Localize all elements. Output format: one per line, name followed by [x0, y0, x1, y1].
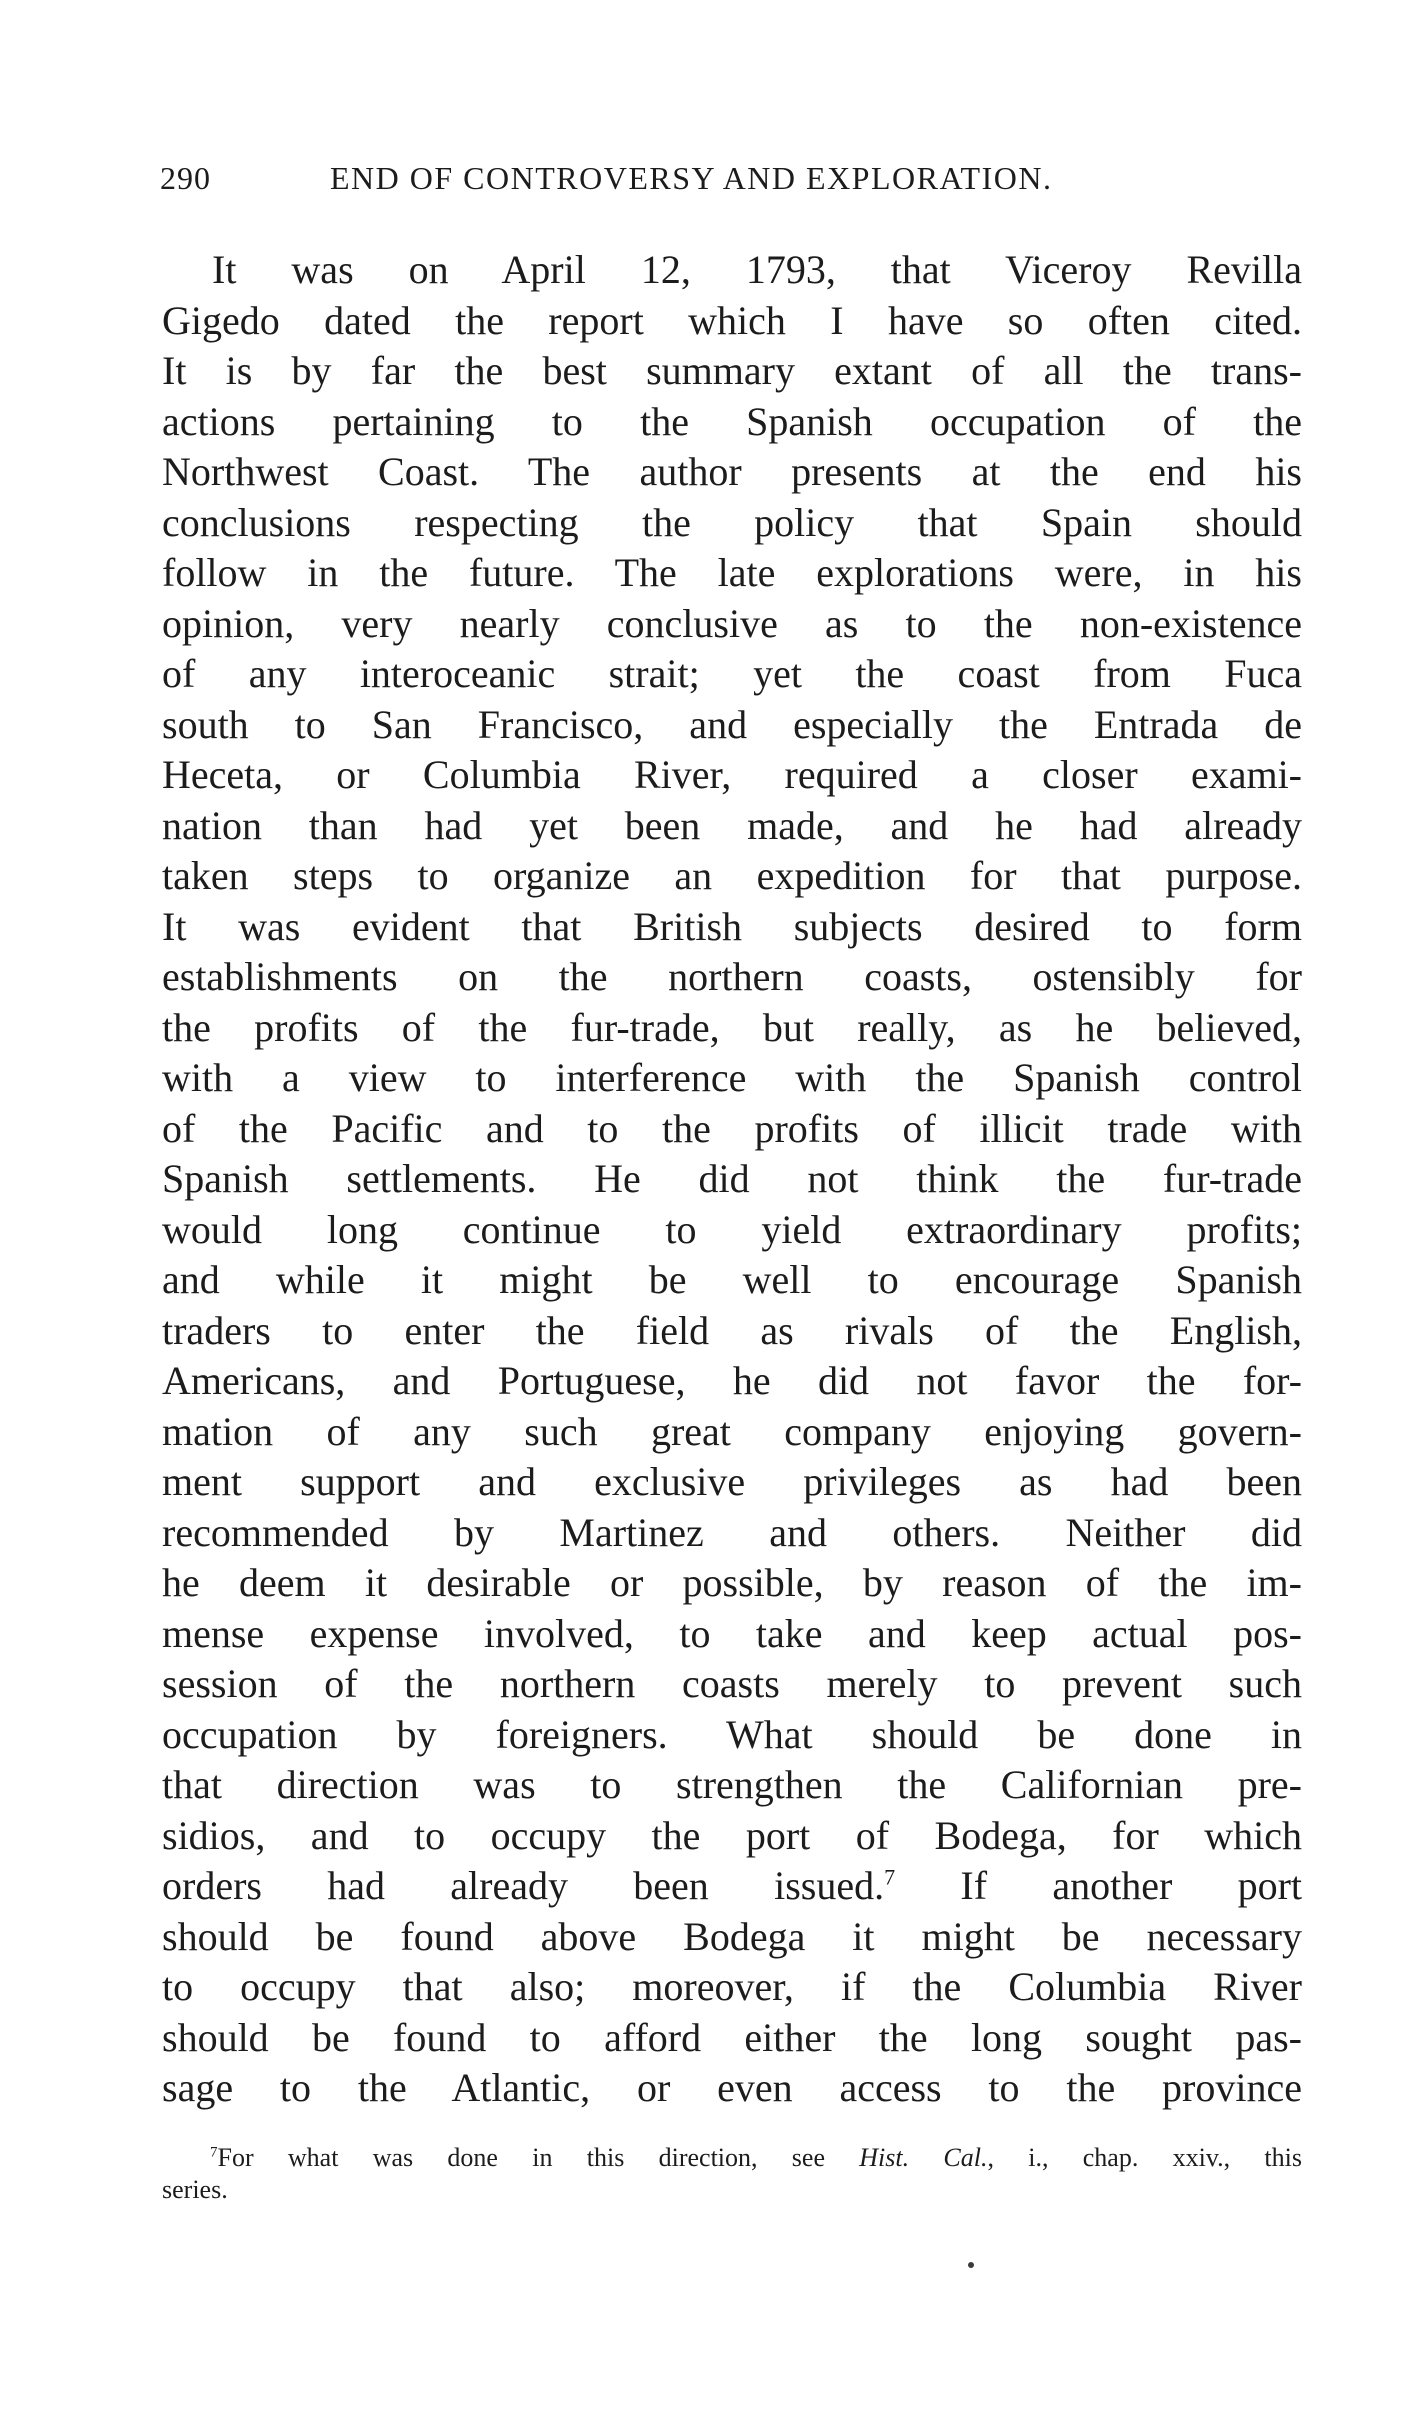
text-line: taken steps to organize an expedition for that purpose.: [162, 853, 1302, 898]
text-line: would long continue to yield extraordinary profits;: [162, 1206, 1302, 1252]
footnote: [162, 2142, 1302, 2206]
page-number: 290: [160, 160, 211, 196]
text-line: traders to enter the field as rivals of the English,: [162, 1307, 1302, 1353]
text-line: follow in the future. The late explorations were, in his: [162, 550, 1302, 595]
text-line: sidios, and to occupy the port of Bodega, for which: [162, 1812, 1302, 1858]
text-line: should be found to afford either the long sought pas-: [162, 2014, 1302, 2060]
text-line: to occupy that also; moreover, if the Columbia River: [162, 1964, 1302, 2009]
footnote-citation: Hist. Cal.: [859, 2143, 988, 2172]
text-line: sage to the Atlantic, or even access to the province: [162, 2065, 1302, 2110]
text-line: of the Pacific and to the profits of illicit trade with: [162, 1105, 1302, 1151]
text-line: the profits of the fur-trade, but really, as he believed,: [162, 1004, 1302, 1050]
text-line: of any interoceanic strait; yet the coast from Fuca: [162, 651, 1302, 696]
text-segment: If another port: [895, 1863, 1303, 1908]
text-line: Americans, and Portuguese, he did not favor the for-: [162, 1358, 1302, 1403]
text-line: ment support and exclusive privileges as had been: [162, 1459, 1302, 1504]
text-line: Northwest Coast. The author presents at the end his: [162, 449, 1302, 494]
text-line: session of the northern coasts merely to prevent such: [162, 1661, 1302, 1706]
text-line: should be found above Bodega it might be necessary: [162, 1913, 1302, 1959]
footnote-reference[interactable]: 7: [884, 1864, 896, 1890]
text-line: occupation by foreigners. What should be done in: [162, 1711, 1302, 1757]
text-line: mation of any such great company enjoying govern-: [162, 1408, 1302, 1454]
body-paragraph: [162, 245, 1302, 2114]
text-line-with-footnote-ref: [162, 1861, 1302, 1912]
text-line: Heceta, or Columbia River, required a closer exami-: [162, 752, 1302, 797]
text-line: It is by far the best summary extant of all the trans-: [162, 348, 1302, 393]
footnote-line: series.: [162, 2175, 228, 2204]
text-line: he deem it desirable or possible, by reason of the im-: [162, 1560, 1302, 1605]
footnote-line: [162, 2142, 1302, 2174]
text-segment: orders had already been issued.: [162, 1863, 885, 1908]
text-line: mense expense involved, to take and keep actual pos-: [162, 1610, 1302, 1656]
text-line: Spanish settlements. He did not think the fur-trade: [162, 1156, 1302, 1201]
running-head: [160, 160, 1300, 200]
text-line: recommended by Martinez and others. Neither did: [162, 1509, 1302, 1555]
text-line: It was on April 12, 1793, that Viceroy Revilla: [212, 247, 1302, 292]
text-line: establishments on the northern coasts, ostensibly for: [162, 954, 1302, 999]
ink-speck: [968, 2262, 974, 2268]
text-line: and while it might be well to encourage Spanish: [162, 1257, 1302, 1302]
text-line: that direction was to strengthen the Californian pre-: [162, 1762, 1302, 1807]
text-line: south to San Francisco, and especially the Entrada de: [162, 701, 1302, 747]
text-line: conclusions respecting the policy that Spain should: [162, 499, 1302, 545]
text-line: It was evident that British subjects desired to form: [162, 903, 1302, 949]
text-line: with a view to interference with the Spanish control: [162, 1055, 1302, 1100]
running-title: END OF CONTROVERSY AND EXPLORATION.: [330, 160, 1053, 196]
footnote-text: , i., chap. xxiv., this: [987, 2143, 1302, 2172]
footnote-marker: 7: [210, 2144, 218, 2161]
text-line: actions pertaining to the Spanish occupation of the: [162, 398, 1302, 444]
text-line: nation than had yet been made, and he had already: [162, 802, 1302, 848]
text-line: opinion, very nearly conclusive as to the non-existence: [162, 600, 1302, 646]
text-line: Gigedo dated the report which I have so often cited.: [162, 297, 1302, 343]
footnote-text: For what was done in this direction, see: [217, 2143, 860, 2172]
